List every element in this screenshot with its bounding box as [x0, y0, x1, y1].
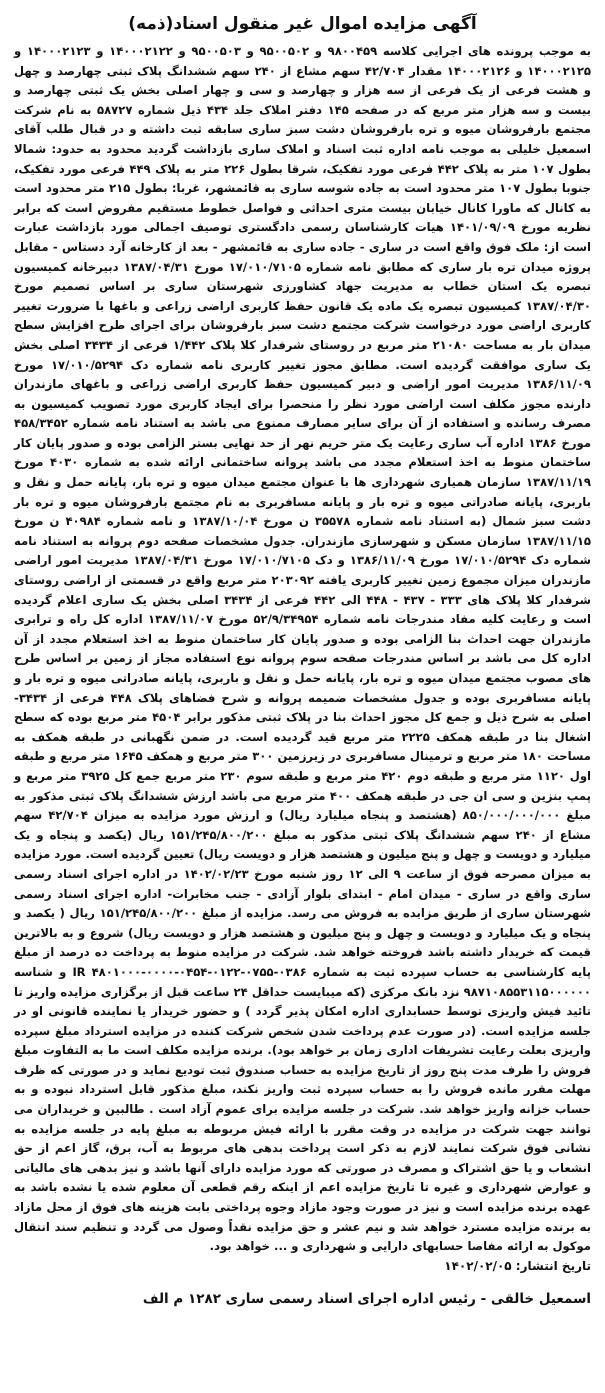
notice-paragraph: به موجب پرونده های اجرایی کلاسه ۹۸۰۰۴۵۹ و ۹۵۰۰۵۰۲ و ۹۵۰۰۵۰۳ و ۱۴۰۰۰۲۱۲۲ و ۱۴۰۰۰۲۱۲۳ و ۱۴۰۰۰۲۱۲۵ و ۱۴۰۰۰۲۱۲۶ مقدار ۴۲/۷۰۴ سهم مشاع از ۲۴۰ سهم ششدانگ پلاک ثبتی چهارصد و چهل و هشت فرعی از یک فرعی از سه هزار و چهارصد و سی و چهار اصلی بخش یک ثبتی چهارصد و بیست و سه هزار متر مربع که در صفحه ۱۴۵ دفتر املاک جلد ۴۳۴ ذیل شماره ۵۸۷۲۷ به نام شرکت مجتمع بارفروشان میوه و تره بارفروشان دشت سبز ساری سابقه ثبت داشته و در قبال طلب آقای اسمعیل خلیلی به موجب نامه اداره ثبت اسناد و املاک ساری بازداشت گردید محدود به حدود: شمالا بطول ۱۰۷ متر به پلاک ۴۴۲ فرعی مورد تفکیک، شرقا بطول ۲۲۶ متر به پلاک ۴۴۹ فرعی مورد تفکیک، جنوبا بطول ۱۰۷ متر محدود است به جاده شوسه ساری به قائمشهر، غربا: بطول ۲۱۵ متر محدود است به کانال که ماورا کانال خیابان بیست متری احداثی و فواصل خطوط مستقیم مفروض است که برابر نظریه مورخ ۱۴۰۱/۰۹/۰۹ هیات کارشناسان رسمی دادگستری توصیف اجمالی مورد بازداشت عبارت است از: ملک فوق واقع است در ساری - جاده ساری به قائمشهر - بعد از کارخانه آرد دستاس - مقابل پروژه میدان تره بار ساری که مطابق نامه شماره ۱۷/۰۱۰/۷۱۰۵ مورخ ۱۳۸۷/۰۴/۳۱ دبیرخانه کمیسیون تبصره یک استان خطاب به مدیریت جهاد کشاورزی شهرستان ساری بر اساس تصمیم مورخ ۱۳۸۷/۰۴/۳۰ کمیسیون تبصره یک ماده یک قانون حفظ کاربری اراضی زراعی و باغها با ضرورت تغییر کاربری اراضی مورد درخواست شرکت مجتمع دشت سبز بارفروشان برای اجرای طرح افزایش سطح میدان بار به مساحت ۲۱۰۸۰ متر مربع در روستای شرفدار کلا پلاک ۱/۴۴۲ فرعی از ۳۴۳۴ اصلی بخش یک ساری موافقت گردیده است. مطابق مجوز تغییر کاربری نامه شماره دک ۱۷/۰۱۰/۵۲۹۴ مورخ ۱۳۸۶/۱۱/۰۹ مدیریت امور اراضی و دبیر کمیسیون حفظ کاربری اراضی زراعی و باغهای مازندران دارنده مجوز مکلف است اراضی مورد نظر را منحصرا برای ایجاد کاربری مورد تصویب کمیسیون به مصرف رسانده و استفاده از آن برای سایر مصارف ممنوع می باشد به استناد نامه شماره ۴۵۸/۳۴۵۲ مورخ ۱۳۸۶ اداره آب ساری رعایت یک متر حریم نهر از حد نهایی بستر الزامی بوده و صدور پایان کار ساختمان منوط به اخذ استعلام مجدد می باشد پروانه ساختمانی ارائه شده به شماره ۴۰۳۰ مورخ ۱۳۸۷/۱۱/۱۹ سازمان همیاری شهرداری ها با عنوان مجتمع میدان میوه و تره بار، پایانه حمل و نقل و باربری، پایانه صادراتی میوه و تره بار و پایانه مسافربری به نام مجتمع بارفروشان میوه و تره بار دشت سبز شمال (به استناد نامه شماره ۳۵۵۷۸ ن مورخ ۱۳۸۷/۱۰/۰۴ و نامه شماره ۴۰۹۸۴ ن مورخ ۱۳۸۷/۱۱/۱۵ سازمان مسکن و شهرسازی مازندران. جدول مشخصات صفحه دوم پروانه به استناد نامه شماره دک ۱۷/۰۱۰/۵۲۹۴ مورخ ۱۳۸۶/۱۱/۰۹ و دک ۱۷/۰۱۰/۷۱۰۵ مورخ ۱۳۸۷/۰۴/۳۱ مدیریت امور اراضی مازندران میزان مجموع زمین تغییر کاربری یافته ۲۰۳۰۹۲ متر مربع واقع در قسمتی از اراضی روستای شرفدار کلا پلاک های ۳۳۳ - ۴۳۷ - ۴۴۸ الی ۴۴۲ فرعی از ۳۴۳۴ اصلی بخش یک ساری اعلام گردیده است و رعایت کلیه مفاد مندرجات نامه شماره ۵۲/۹/۳۴۹۵۴ مورخ ۱۳۸۷/۱۱/۰۷ اداره کل راه و ترابری مازندران جهت احداث بنا الزامی بوده و صدور پایان کار ساختمان منوط به اخذ استعلام مجدد از آن اداره کل می باشد بر اساس مندرجات صفحه سوم پروانه نوع استفاده مجاز از زمین بر اساس طرح های مصوب مجتمع میدان میوه و تره بار، پایانه حمل و نقل و باربری، پایانه صادراتی میوه و تره بار و پایانه مسافربری بوده و جدول مشخصات ضمیمه پروانه و شرح فضاهای پلاک ۴۴۸ فرعی از ۳۴۳۴- اصلی به شرح ذیل و جمع کل مجوز احداث بنا در پلاک ثبتی مذکور برابر ۴۵۰۴ متر مربع بوده که سطح اشغال بنا در طبقه همکف ۲۲۲۵ متر مربع قید گردیده است. در ضمن نگهبانی در طبقه همکف به مساحت ۱۸۰ متر مربع و ترمینال مسافربری در زیرزمین ۳۰۰ متر مربع و همکف ۱۶۴۵ متر مربع و طبقه اول ۱۱۲۰ متر مربع و طبقه دوم ۴۲۰ متر مربع و طبقه سوم ۲۳۰ متر مربع جمع کل ۳۹۲۵ متر مربع و پمپ بنزین و سی ان جی در طبقه همکف ۴۰۰ متر مربع می باشد ارزش ششدانگ پلاک ثبتی مذکور به مبلغ ۸۵۰/۰۰۰/۰۰۰/۰۰۰ (هشتصد و پنجاه میلیارد ریال) و ارزش مورد مزایده به میزان ۴۲/۷۰۴ سهم مشاع از ۲۴۰ سهم ششدانگ پلاک ثبتی مذکور به مبلغ ۱۵۱/۲۴۵/۸۰۰/۲۰۰ ریال (یکصد و پنجاه و یک میلیارد و دویست و چهل و پنج میلیون و هشتصد هزار و دویست ریال) تعیین گردیده است. مورد مزایده به میزان مصرحه فوق از ساعت ۹ الی ۱۲ روز شنبه مورخ ۱۴۰۲/۰۲/۲۳ در اداره اجرای اسناد رسمی ساری واقع در ساری - میدان امام - ابتدای بلوار آزادی - جنب مخابرات- اداره اجرای اسناد رسمی شهرستان ساری از طریق مزایده به فروش می رسد. مزایده از مبلغ ۱۵۱/۲۴۵/۸۰۰/۲۰۰ ریال ( یکصد و پنجاه و یک میلیارد و دویست و چهل و پنج میلیون و هشتصد هزار و دویست ریال) شروع و به بالاترین قیمت که خریدار داشته باشد فروخته خواهد شد. شرکت در مزایده منوط به پرداخت ده درصد از مبلغ پایه کارشناسی به حساب سپرده ثبت به شماره ۰۳۸۶-۰۷۵۵-۰۱۲۲-۰۴۵۴-۰۰۰۰-IR ۴۸۰۱۰۰۰ و شناسه ۹۸۷۱۰۸۵۵۳۱۱۵۰۰۰۰۰۰ نزد بانک مرکزی (که میبایست حداقل ۲۴ ساعت قبل از برگزاری مزایده واریز تا تائید فیش واریزی توسط حسابداری اداره امکان پذیر گردد ) و حضور خریدار یا نماینده قانونی او در جلسه مزایده است. (در صورت عدم پرداخت شدن شخص شرکت کننده در مزایده استرداد مبلغ سپرده واریزی بعلت رعایت تشریفات اداری زمان بر خواهد بود). برنده مزایده مکلف است ما به التفاوت مبلغ فروش را ظرف مدت پنج روز از تاریخ مزایده به حساب صندوق ثبت تودیع نماید و در صورتی که ظرف مهلت مقرر مانده فروش را به حساب سپرده ثبت واریز نکند، مبلغ مذکور قابل استرداد نبوده و به حساب خزانه واریز خواهد شد. شرکت در جلسه مزایده برای عموم آزاد است . طالبین و خریداران می توانند جهت شرکت در مزایده در وقت مقرر با ارائه فیش مربوطه به مبلغ پایه در جلسه مزایده به نشانی فوق شرکت نمایند لازم به ذکر است پرداخت بدهی های مربوط به آب، برق، گاز اعم از حق انشعاب و یا حق اشتراک و مصرف در صورتی که مورد مزایده دارای آنها باشد و نیز بدهی های مالیاتی و عوارض شهرداری و غیره تا تاریخ مزایده اعم از اینکه رقم قطعی آن معلوم شده یا نشده باشد به عهده برنده مزایده است و نیز در صورت وجود مازاد وجوه پرداختی بابت هزینه های فوق از محل مازاد به برنده مزایده مسترد خواهد شد و نیم عشر و حق مزایده نقداً وصول می گردد و تنظیم سند انتقال موکول به ارائه مفاصا حسابهای دارایی و شهرداری و ... خواهد بود.: [14, 44, 592, 1254]
notice-body: [14, 42, 591, 1257]
publication-date: تاریخ انتشار: ۱۴۰۲/۰۲/۰۵: [444, 1258, 591, 1273]
notice-title: آگهی مزایده اموال غیر منقول اسناد(ذمه): [128, 14, 477, 34]
signature-line: اسمعیل خالقی - رئیس اداره اجرای اسناد رسمی ساری ۱۲۸۲ م الف: [142, 1290, 591, 1307]
